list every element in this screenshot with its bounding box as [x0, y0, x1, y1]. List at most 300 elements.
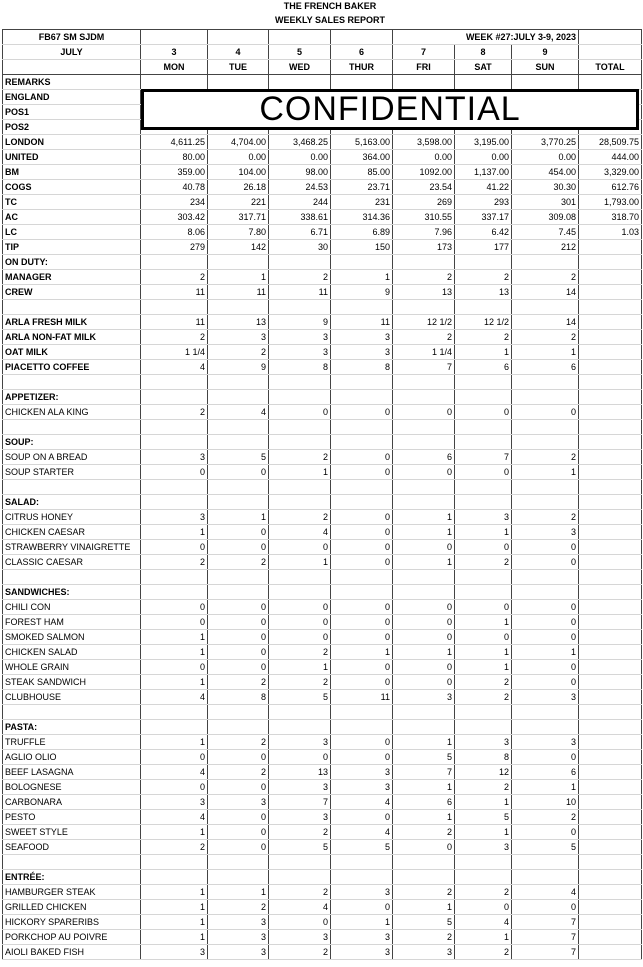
value-cell [141, 480, 208, 495]
value-cell: 2 [208, 765, 269, 780]
row-label [3, 300, 141, 315]
value-cell: 1 [455, 345, 512, 360]
value-cell: 7 [512, 915, 579, 930]
value-cell: 0 [512, 630, 579, 645]
day-cell: TUE [208, 60, 269, 75]
value-cell [208, 390, 269, 405]
table-row [3, 135, 642, 150]
value-cell [141, 255, 208, 270]
value-cell: 26.18 [208, 180, 269, 195]
row-label: ARLA FRESH MILK [3, 315, 141, 330]
value-cell [141, 855, 208, 870]
value-cell [141, 495, 208, 510]
value-cell: 7.45 [512, 225, 579, 240]
table-row [3, 405, 642, 420]
value-cell: 1 [141, 630, 208, 645]
value-cell [269, 435, 331, 450]
row-label: CREW [3, 285, 141, 300]
value-cell: 104.00 [208, 165, 269, 180]
row-label: PASTA: [3, 720, 141, 735]
table-row [3, 585, 642, 600]
value-cell [579, 570, 642, 585]
table-row [3, 210, 642, 225]
value-cell [579, 285, 642, 300]
value-cell: 0 [208, 840, 269, 855]
table-row [3, 360, 642, 375]
row-label: SALAD: [3, 495, 141, 510]
value-cell: 0 [208, 630, 269, 645]
value-cell: 338.61 [269, 210, 331, 225]
value-cell [393, 720, 455, 735]
value-cell: 3 [393, 690, 455, 705]
row-label: SANDWICHES: [3, 585, 141, 600]
value-cell: 1 [208, 885, 269, 900]
value-cell: 1 [331, 915, 393, 930]
value-cell: 1 [141, 825, 208, 840]
row-label: BM [3, 165, 141, 180]
value-cell: 177 [455, 240, 512, 255]
value-cell [579, 765, 642, 780]
value-cell [579, 615, 642, 630]
row-label: CLUBHOUSE [3, 690, 141, 705]
row-label [3, 480, 141, 495]
value-cell [393, 255, 455, 270]
value-cell [331, 420, 393, 435]
table-row [3, 690, 642, 705]
value-cell: 2 [393, 885, 455, 900]
value-cell: 0 [269, 615, 331, 630]
value-cell: 6 [393, 795, 455, 810]
header-blank [579, 30, 642, 45]
value-cell [331, 870, 393, 885]
value-cell: 0 [331, 600, 393, 615]
value-cell [512, 75, 579, 90]
report-body [3, 30, 642, 960]
value-cell: 40.78 [141, 180, 208, 195]
row-label: SOUP STARTER [3, 465, 141, 480]
table-row [3, 630, 642, 645]
row-label: HAMBURGER STEAK [3, 885, 141, 900]
value-cell [579, 855, 642, 870]
value-cell: 2 [393, 930, 455, 945]
value-cell: 8 [331, 360, 393, 375]
value-cell: 1 [208, 510, 269, 525]
value-cell: 6.71 [269, 225, 331, 240]
value-cell: 1,137.00 [455, 165, 512, 180]
value-cell: 0 [331, 510, 393, 525]
value-cell [141, 390, 208, 405]
table-row [3, 390, 642, 405]
value-cell: 7 [512, 930, 579, 945]
table-row [3, 795, 642, 810]
value-cell: 0 [269, 915, 331, 930]
value-cell: 359.00 [141, 165, 208, 180]
value-cell: 0 [208, 780, 269, 795]
row-label: CHICKEN CAESAR [3, 525, 141, 540]
value-cell: 0 [455, 630, 512, 645]
value-cell [512, 870, 579, 885]
value-cell [579, 270, 642, 285]
value-cell: 0 [141, 540, 208, 555]
day-cell: SAT [455, 60, 512, 75]
value-cell: 5 [331, 840, 393, 855]
value-cell: 2 [269, 450, 331, 465]
value-cell: 1 [512, 780, 579, 795]
value-cell [269, 705, 331, 720]
value-cell: 0 [331, 555, 393, 570]
value-cell: 4 [331, 795, 393, 810]
value-cell: 0 [393, 840, 455, 855]
value-cell [579, 735, 642, 750]
value-cell: 2 [269, 945, 331, 960]
table-row [3, 615, 642, 630]
value-cell: 11 [141, 315, 208, 330]
value-cell: 8 [269, 360, 331, 375]
value-cell: 231 [331, 195, 393, 210]
value-cell: 0 [208, 465, 269, 480]
table-row [3, 540, 642, 555]
row-label: ENTRÉE: [3, 870, 141, 885]
value-cell [455, 375, 512, 390]
value-cell: 1 [208, 270, 269, 285]
value-cell: 7 [455, 450, 512, 465]
value-cell [455, 420, 512, 435]
value-cell [269, 390, 331, 405]
value-cell [141, 720, 208, 735]
value-cell: 4 [141, 765, 208, 780]
value-cell: 0 [331, 810, 393, 825]
value-cell [141, 420, 208, 435]
value-cell: 2 [269, 510, 331, 525]
value-cell: 1 [141, 885, 208, 900]
table-row [3, 330, 642, 345]
value-cell: 6 [512, 360, 579, 375]
value-cell [579, 690, 642, 705]
table-row [3, 315, 642, 330]
value-cell [579, 600, 642, 615]
value-cell: 5 [393, 915, 455, 930]
value-cell: 2 [269, 885, 331, 900]
value-cell: 0 [331, 405, 393, 420]
value-cell: 0 [512, 405, 579, 420]
value-cell: 12 1/2 [455, 315, 512, 330]
value-cell [512, 255, 579, 270]
value-cell: 1 [455, 615, 512, 630]
day-cell: SUN [512, 60, 579, 75]
value-cell [208, 420, 269, 435]
value-cell [331, 300, 393, 315]
value-cell: 0 [393, 465, 455, 480]
value-cell [331, 585, 393, 600]
value-cell [455, 705, 512, 720]
value-cell [269, 870, 331, 885]
value-cell: 7.96 [393, 225, 455, 240]
value-cell [579, 330, 642, 345]
table-row [3, 645, 642, 660]
date-cell [579, 45, 642, 60]
date-cell: 3 [141, 45, 208, 60]
value-cell: 3 [208, 945, 269, 960]
value-cell: 3 [141, 510, 208, 525]
value-cell: 0 [331, 630, 393, 645]
table-row [3, 510, 642, 525]
value-cell: 244 [269, 195, 331, 210]
row-label: POS1 [3, 105, 141, 120]
value-cell: 1 [393, 735, 455, 750]
value-cell [269, 420, 331, 435]
value-cell: 3 [331, 930, 393, 945]
value-cell: 12 1/2 [393, 315, 455, 330]
value-cell [455, 870, 512, 885]
table-row [3, 885, 642, 900]
value-cell [579, 435, 642, 450]
value-cell [331, 75, 393, 90]
value-cell [512, 705, 579, 720]
value-cell: 314.36 [331, 210, 393, 225]
value-cell: 11 [141, 285, 208, 300]
value-cell: 2 [269, 825, 331, 840]
value-cell [393, 75, 455, 90]
value-cell: 3 [331, 945, 393, 960]
value-cell: 364.00 [331, 150, 393, 165]
value-cell [208, 480, 269, 495]
value-cell: 4 [269, 900, 331, 915]
row-label: CITRUS HONEY [3, 510, 141, 525]
table-row [3, 570, 642, 585]
value-cell [208, 855, 269, 870]
table-row [3, 810, 642, 825]
row-label: FOREST HAM [3, 615, 141, 630]
value-cell: 454.00 [512, 165, 579, 180]
value-cell: 310.55 [393, 210, 455, 225]
value-cell: 142 [208, 240, 269, 255]
value-cell: 13 [455, 285, 512, 300]
value-cell: 0 [331, 615, 393, 630]
value-cell [512, 375, 579, 390]
value-cell: 0 [393, 600, 455, 615]
value-cell: 2 [208, 735, 269, 750]
value-cell [269, 495, 331, 510]
value-cell: 0 [331, 660, 393, 675]
value-cell: 0.00 [455, 150, 512, 165]
value-cell: 23.71 [331, 180, 393, 195]
value-cell [512, 300, 579, 315]
value-cell: 317.71 [208, 210, 269, 225]
value-cell: 1 [455, 825, 512, 840]
value-cell: 1 [393, 780, 455, 795]
value-cell: 13 [208, 315, 269, 330]
value-cell: 0.00 [512, 150, 579, 165]
row-label: ENGLAND [3, 90, 141, 105]
value-cell [455, 300, 512, 315]
table-row [3, 870, 642, 885]
table-row [3, 720, 642, 735]
row-label: COGS [3, 180, 141, 195]
value-cell: 5 [208, 450, 269, 465]
value-cell [393, 585, 455, 600]
row-label: STRAWBERRY VINAIGRETTE [3, 540, 141, 555]
row-label: TRUFFLE [3, 735, 141, 750]
row-label: UNITED [3, 150, 141, 165]
header-blank [331, 30, 393, 45]
table-row [3, 735, 642, 750]
value-cell: 3 [512, 690, 579, 705]
value-cell: 30 [269, 240, 331, 255]
value-cell: 4 [455, 915, 512, 930]
value-cell: 301 [512, 195, 579, 210]
value-cell: 2 [512, 270, 579, 285]
value-cell: 3 [331, 330, 393, 345]
row-label: WHOLE GRAIN [3, 660, 141, 675]
value-cell: 3 [269, 930, 331, 945]
value-cell: 2 [141, 840, 208, 855]
value-cell: 2 [455, 555, 512, 570]
value-cell [331, 720, 393, 735]
value-cell: 1 [512, 345, 579, 360]
value-cell: 0 [393, 540, 455, 555]
table-row [3, 705, 642, 720]
value-cell: 1 [393, 555, 455, 570]
value-cell [455, 480, 512, 495]
sales-report-table [2, 29, 642, 960]
value-cell [455, 720, 512, 735]
value-cell: 3 [269, 330, 331, 345]
value-cell: 2 [269, 675, 331, 690]
value-cell [393, 570, 455, 585]
value-cell: 3,468.25 [269, 135, 331, 150]
row-label [3, 375, 141, 390]
value-cell: 0 [141, 600, 208, 615]
table-row [3, 180, 642, 195]
value-cell: 2 [512, 330, 579, 345]
table-row [3, 780, 642, 795]
value-cell [393, 480, 455, 495]
value-cell [579, 945, 642, 960]
value-cell: 3 [141, 945, 208, 960]
value-cell: 4 [512, 885, 579, 900]
row-label: SOUP ON A BREAD [3, 450, 141, 465]
value-cell: 2 [512, 810, 579, 825]
value-cell: 1092.00 [393, 165, 455, 180]
row-label: CHILI CON [3, 600, 141, 615]
value-cell: 0 [141, 660, 208, 675]
value-cell: 2 [208, 555, 269, 570]
value-cell [579, 660, 642, 675]
value-cell [393, 870, 455, 885]
value-cell: 0 [208, 645, 269, 660]
value-cell: 9 [269, 315, 331, 330]
value-cell: 3 [269, 735, 331, 750]
value-cell: 3 [141, 450, 208, 465]
row-label: LONDON [3, 135, 141, 150]
date-cell: 4 [208, 45, 269, 60]
value-cell: 0 [455, 465, 512, 480]
value-cell: 0 [393, 660, 455, 675]
value-cell [455, 495, 512, 510]
value-cell [141, 705, 208, 720]
value-cell: 1.03 [579, 225, 642, 240]
value-cell: 14 [512, 315, 579, 330]
row-label: PORKCHOP AU POIVRE [3, 930, 141, 945]
value-cell: 1 [141, 930, 208, 945]
value-cell: 7.80 [208, 225, 269, 240]
value-cell [269, 570, 331, 585]
value-cell [579, 840, 642, 855]
value-cell: 0 [208, 615, 269, 630]
row-label: LC [3, 225, 141, 240]
date-cell: 6 [331, 45, 393, 60]
value-cell: 2 [455, 885, 512, 900]
value-cell: 1 [269, 465, 331, 480]
value-cell: 3,195.00 [455, 135, 512, 150]
value-cell: 173 [393, 240, 455, 255]
value-cell: 0 [331, 900, 393, 915]
value-cell: 0 [331, 750, 393, 765]
row-label: CLASSIC CAESAR [3, 555, 141, 570]
value-cell [269, 375, 331, 390]
value-cell: 3 [331, 885, 393, 900]
row-label: OAT MILK [3, 345, 141, 360]
row-label: SWEET STYLE [3, 825, 141, 840]
value-cell [512, 435, 579, 450]
value-cell: 0 [269, 540, 331, 555]
value-cell: 7 [393, 360, 455, 375]
value-cell [579, 255, 642, 270]
value-cell: 0.00 [393, 150, 455, 165]
row-label: CHICKEN SALAD [3, 645, 141, 660]
value-cell: 293 [455, 195, 512, 210]
value-cell [512, 855, 579, 870]
value-cell [393, 435, 455, 450]
value-cell [269, 585, 331, 600]
value-cell [579, 480, 642, 495]
value-cell: 1 [393, 525, 455, 540]
value-cell: 3 [512, 735, 579, 750]
value-cell [579, 915, 642, 930]
value-cell: 1 [141, 735, 208, 750]
row-label: TIP [3, 240, 141, 255]
value-cell [512, 420, 579, 435]
value-cell [455, 75, 512, 90]
value-cell: 13 [269, 765, 331, 780]
value-cell [141, 375, 208, 390]
value-cell: 2 [455, 690, 512, 705]
value-cell: 6 [455, 360, 512, 375]
table-row [3, 930, 642, 945]
value-cell [141, 300, 208, 315]
value-cell: 3 [208, 930, 269, 945]
row-label: TC [3, 195, 141, 210]
row-label: SOUP: [3, 435, 141, 450]
value-cell [269, 720, 331, 735]
value-cell [208, 300, 269, 315]
table-row [3, 525, 642, 540]
value-cell: 3,329.00 [579, 165, 642, 180]
value-cell [512, 495, 579, 510]
row-label: ARLA NON-FAT MILK [3, 330, 141, 345]
value-cell: 1,793.00 [579, 195, 642, 210]
value-cell: 1 [269, 555, 331, 570]
value-cell: 1 [141, 900, 208, 915]
value-cell: 4 [141, 810, 208, 825]
value-cell: 11 [331, 690, 393, 705]
value-cell: 7 [393, 765, 455, 780]
value-cell [579, 795, 642, 810]
value-cell: 13 [393, 285, 455, 300]
value-cell: 2 [455, 675, 512, 690]
date-cell: 9 [512, 45, 579, 60]
value-cell: 9 [208, 360, 269, 375]
